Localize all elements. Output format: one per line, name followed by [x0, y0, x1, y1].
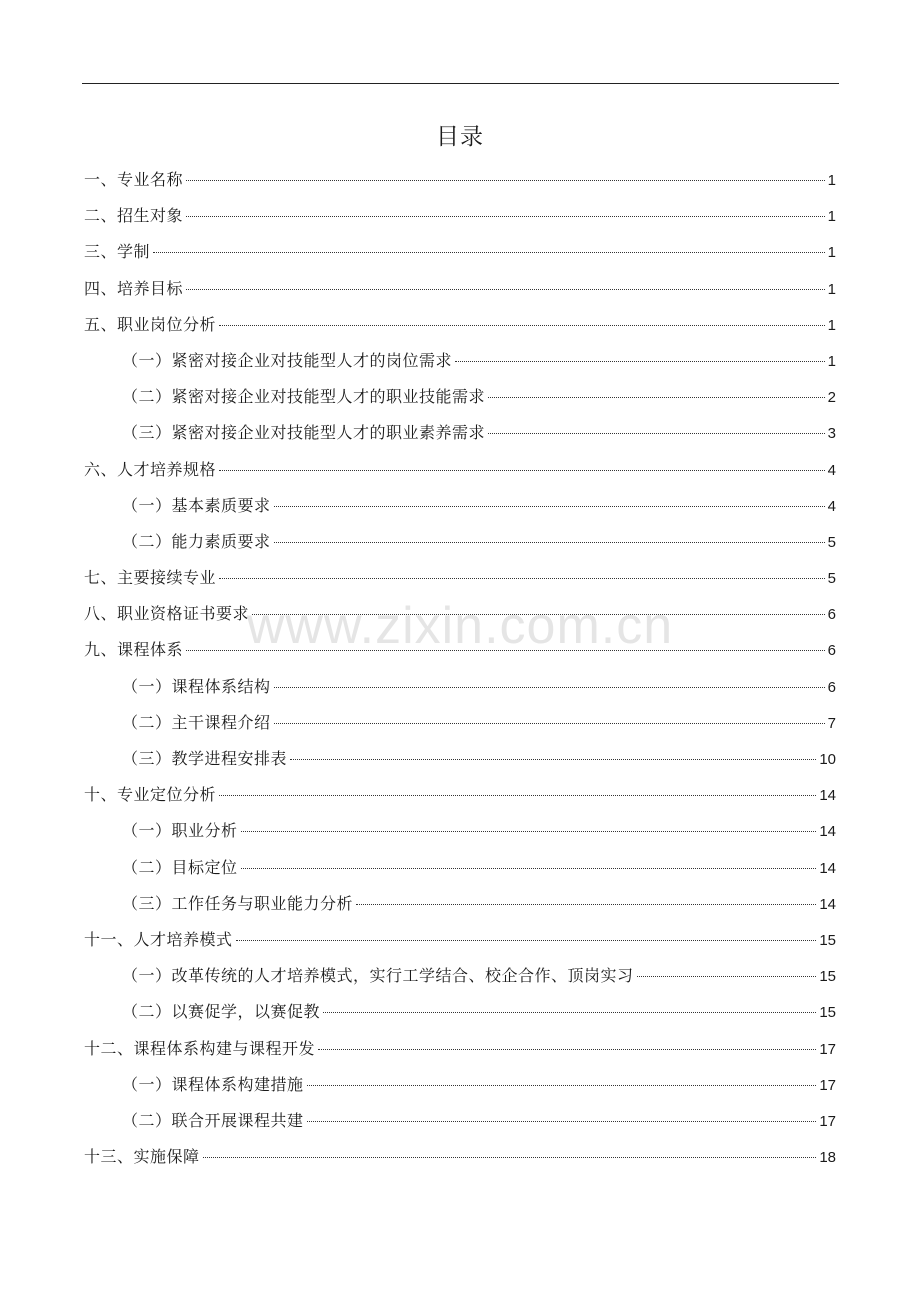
toc-page-number: 1 [827, 280, 836, 298]
toc-entry[interactable] [84, 307, 836, 343]
toc-dot-leader [153, 252, 825, 253]
toc-entry[interactable] [84, 632, 836, 668]
toc-dot-leader [274, 723, 825, 724]
toc-entry-text: 二、招生对象 [84, 206, 184, 226]
toc-entry-text: 七、主要接续专业 [84, 568, 217, 588]
toc-entry[interactable] [84, 343, 836, 379]
toc-entry[interactable] [84, 741, 836, 777]
toc-dot-leader [219, 470, 825, 471]
toc-entry-text: 三、学制 [84, 242, 151, 262]
toc-entry-text: （二）主干课程介绍 [122, 712, 271, 732]
toc-entry-text: 六、人才培养规格 [84, 459, 217, 479]
toc-page-number: 1 [827, 352, 836, 370]
toc-page-number: 15 [819, 1004, 836, 1022]
toc-dot-leader [274, 542, 825, 543]
toc-entry[interactable] [84, 488, 836, 524]
toc-entry[interactable] [84, 415, 836, 451]
toc-page-number: 15 [819, 968, 836, 986]
toc-dot-leader [455, 361, 825, 362]
toc-page-number: 6 [827, 642, 836, 660]
toc-entry[interactable] [84, 994, 836, 1030]
toc-dot-leader [307, 1121, 817, 1122]
toc-page-number: 4 [827, 461, 836, 479]
toc-page-number: 15 [819, 931, 836, 949]
toc-page-number: 6 [827, 678, 836, 696]
toc-dot-leader [241, 831, 817, 832]
toc-page-number: 4 [827, 497, 836, 515]
toc-dot-leader [219, 325, 825, 326]
toc-entry[interactable] [84, 669, 836, 705]
toc-dot-leader [219, 578, 825, 579]
toc-entry-text: （二）联合开展课程共建 [122, 1110, 304, 1130]
toc-page-number: 5 [827, 570, 836, 588]
toc-dot-leader [186, 216, 825, 217]
toc-entry-text: （二）以赛促学，以赛促教 [122, 1002, 321, 1022]
toc-page-number: 14 [819, 859, 836, 877]
toc-entry-text: （二）目标定位 [122, 857, 238, 877]
toc-entry[interactable] [84, 777, 836, 813]
toc-entry[interactable] [84, 162, 836, 198]
toc-dot-leader [307, 1085, 817, 1086]
toc-page-number: 7 [827, 714, 836, 732]
toc-entry-text: 十一、人才培养模式 [84, 929, 233, 949]
toc-dot-leader [186, 289, 825, 290]
toc-page-number: 6 [827, 606, 836, 624]
toc-entry-text: （三）工作任务与职业能力分析 [122, 893, 354, 913]
toc-page-number: 3 [827, 425, 836, 443]
toc-page-number: 17 [819, 1040, 836, 1058]
toc-entry[interactable] [84, 234, 836, 270]
toc-entry[interactable] [84, 813, 836, 849]
watermark: www.zixin.com.cn [246, 597, 674, 655]
table-of-contents [84, 162, 836, 1175]
toc-entry[interactable] [84, 922, 836, 958]
toc-page-number: 10 [819, 751, 836, 768]
toc-entry[interactable] [84, 958, 836, 994]
toc-dot-leader [236, 940, 817, 941]
toc-entry-text: （一）课程体系结构 [122, 676, 271, 696]
toc-entry-text: 十二、课程体系构建与课程开发 [84, 1038, 316, 1058]
toc-entry[interactable] [84, 1139, 836, 1175]
toc-page-number: 2 [827, 389, 836, 407]
toc-entry[interactable] [84, 271, 836, 307]
toc-page-number: 14 [819, 823, 836, 841]
toc-entry-text: 一、专业名称 [84, 170, 184, 189]
toc-entry-text: （二）能力素质要求 [122, 531, 271, 551]
toc-dot-leader [488, 397, 825, 398]
toc-dot-leader [241, 868, 817, 869]
toc-entry-text: （一）课程体系构建措施 [122, 1074, 304, 1094]
toc-page-number: 14 [819, 895, 836, 913]
toc-entry-text: （一）紧密对接企业对技能型人才的岗位需求 [122, 350, 453, 370]
toc-entry-text: 八、职业资格证书要求 [84, 604, 250, 624]
toc-page-number: 17 [819, 1112, 836, 1130]
toc-entry[interactable] [84, 379, 836, 415]
toc-entry[interactable] [84, 524, 836, 560]
toc-page-number: 17 [819, 1076, 836, 1094]
toc-dot-leader [274, 506, 825, 507]
toc-dot-leader [290, 759, 816, 760]
toc-dot-leader [274, 687, 825, 688]
toc-entry[interactable] [84, 560, 836, 596]
toc-dot-leader [252, 614, 825, 615]
toc-dot-leader [356, 904, 816, 905]
toc-entry-text: （一）职业分析 [122, 821, 238, 841]
toc-entry[interactable] [84, 850, 836, 886]
toc-dot-leader [219, 795, 816, 796]
toc-entry-text: 十三、实施保障 [84, 1147, 200, 1167]
toc-page-number: 1 [827, 244, 836, 262]
toc-entry-text: 九、课程体系 [84, 640, 184, 660]
toc-entry[interactable] [84, 886, 836, 922]
toc-entry[interactable] [84, 705, 836, 741]
toc-entry[interactable] [84, 596, 836, 632]
toc-page-number: 5 [827, 533, 836, 551]
toc-entry-text: （二）紧密对接企业对技能型人才的职业技能需求 [122, 387, 486, 407]
toc-dot-leader [203, 1157, 817, 1158]
toc-page-number: 1 [827, 208, 836, 226]
toc-entry-text: 五、职业岗位分析 [84, 314, 217, 334]
toc-entry-text: （三）教学进程安排表 [122, 749, 288, 768]
toc-entry-text: （三）紧密对接企业对技能型人才的职业素养需求 [122, 423, 486, 443]
toc-page-number: 18 [819, 1149, 836, 1167]
toc-entry-text: 四、培养目标 [84, 278, 184, 298]
toc-entry[interactable] [84, 198, 836, 234]
toc-dot-leader [186, 180, 825, 181]
toc-entry[interactable] [84, 1103, 836, 1139]
toc-dot-leader [637, 976, 817, 977]
toc-entry[interactable] [84, 452, 836, 488]
toc-entry[interactable] [84, 1067, 836, 1103]
toc-page-number: 1 [827, 172, 836, 189]
header-rule [82, 83, 839, 84]
page-title: 目录 [436, 124, 484, 150]
toc-page-number: 14 [819, 787, 836, 805]
toc-entry-text: （一）基本素质要求 [122, 495, 271, 515]
toc-dot-leader [186, 650, 825, 651]
toc-dot-leader [318, 1049, 816, 1050]
toc-entry-text: （一）改革传统的人才培养模式，实行工学结合、校企合作、顶岗实习 [122, 966, 634, 986]
toc-entry-text: 十、专业定位分析 [84, 785, 217, 805]
toc-dot-leader [323, 1012, 816, 1013]
toc-dot-leader [488, 433, 825, 434]
toc-page-number: 1 [827, 316, 836, 334]
toc-entry[interactable] [84, 1031, 836, 1067]
